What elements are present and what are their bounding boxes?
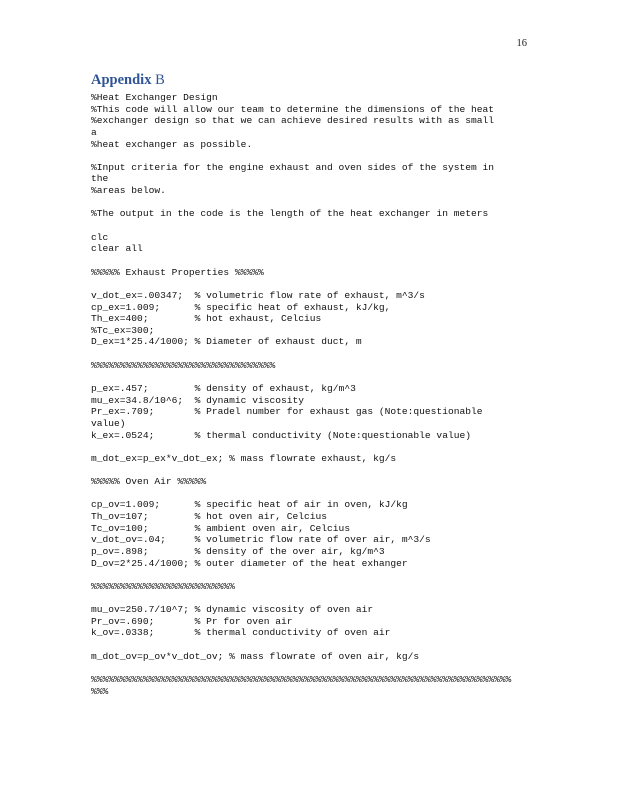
code-line: a xyxy=(91,126,97,138)
code-line: p_ex=.457; % density of exhaust, kg/m^3 xyxy=(91,383,356,395)
code-line: Tc_ov=100; % ambient oven air, Celcius xyxy=(91,522,351,534)
code-line: value) xyxy=(91,417,126,429)
code-line: clc xyxy=(91,231,109,243)
code-line: clear all xyxy=(91,243,143,255)
code-line: p_ov=.898; % density of the over air, kg/m^3 xyxy=(91,545,385,557)
code-line: %The output in the code is the length of the heat exchanger in meters xyxy=(91,208,489,220)
code-line: %Input criteria for the engine exhaust and oven sides of the system in xyxy=(91,161,495,173)
code-line: %%%%% Oven Air %%%%% xyxy=(91,476,207,488)
code-line: mu_ex=34.8/10^6; % dynamic viscosity xyxy=(91,394,305,406)
code-line: %%%%%%%%%%%%%%%%%%%%%%%%%%%%%%%% xyxy=(91,359,276,371)
code-line: the xyxy=(91,173,109,185)
code-line: D_ov=2*25.4/1000; % outer diameter of the heat exhanger xyxy=(91,557,408,569)
code-line: k_ov=.0338; % thermal conductivity of oven air xyxy=(91,627,391,639)
code-line: m_dot_ex=p_ex*v_dot_ex; % mass flowrate exhaust, kg/s xyxy=(91,452,397,464)
code-line: m_dot_ov=p_ov*v_dot_ov; % mass flowrate of oven air, kg/s xyxy=(91,650,420,662)
code-line xyxy=(91,441,531,453)
code-line xyxy=(91,569,531,581)
code-line xyxy=(91,639,531,651)
code-line xyxy=(91,197,531,209)
code-line: Pr_ov=.690; % Pr for oven air xyxy=(91,615,293,627)
code-line: Pr_ex=.709; % Pradel number for exhaust gas (Note:questionable xyxy=(91,406,483,418)
code-line xyxy=(91,255,531,267)
matlab-code-block xyxy=(91,92,531,697)
code-line: Th_ex=400; % hot exhaust, Celcius xyxy=(91,313,322,325)
code-line: %exchanger design so that we can achieve desired results with as small xyxy=(91,115,495,127)
code-line: v_dot_ov=.04; % volumetric flow rate of over air, m^3/s xyxy=(91,534,431,546)
appendix-heading-letter: B xyxy=(155,72,165,88)
code-line: cp_ov=1.009; % specific heat of air in oven, kJ/kg xyxy=(91,499,408,511)
code-line: v_dot_ex=.00347; % volumetric flow rate of exhaust, m^3/s xyxy=(91,289,425,301)
code-line xyxy=(91,220,531,232)
code-line xyxy=(91,593,531,605)
appendix-heading xyxy=(91,72,165,89)
page-number: 16 xyxy=(516,38,527,49)
code-line: %%%%% Exhaust Properties %%%%% xyxy=(91,266,264,278)
code-line: D_ex=1*25.4/1000; % Diameter of exhaust duct, m xyxy=(91,336,362,348)
code-line: %%%%%%%%%%%%%%%%%%%%%%%%%%%%%%%%%%%%%%%%%%%%%%%%%%%%%%%%%%%%%%%%%%%%%%%%% xyxy=(91,674,512,686)
code-line xyxy=(91,348,531,360)
code-line: mu_ov=250.7/10^7; % dynamic viscosity of oven air xyxy=(91,604,374,616)
code-line: %%% xyxy=(91,685,109,697)
code-line: %Tc_ex=300; xyxy=(91,324,155,336)
code-line: %Heat Exchanger Design xyxy=(91,92,218,103)
code-line xyxy=(91,488,531,500)
code-line xyxy=(91,465,531,477)
appendix-heading-word: Appendix xyxy=(91,72,152,88)
code-line: %heat exchanger as possible. xyxy=(91,138,253,150)
code-line xyxy=(91,662,531,674)
code-line: %This code will allow our team to determine the dimensions of the heat xyxy=(91,103,495,115)
code-line: Th_ov=107; % hot oven air, Celcius xyxy=(91,511,328,523)
code-line xyxy=(91,278,531,290)
code-line xyxy=(91,150,531,162)
code-line: k_ex=.0524; % thermal conductivity (Note:questionable value) xyxy=(91,429,471,441)
code-line: cp_ex=1.009; % specific heat of exhaust, kJ/kg, xyxy=(91,301,391,313)
code-line: %%%%%%%%%%%%%%%%%%%%%%%%% xyxy=(91,580,235,592)
code-line: %areas below. xyxy=(91,185,166,197)
code-line xyxy=(91,371,531,383)
